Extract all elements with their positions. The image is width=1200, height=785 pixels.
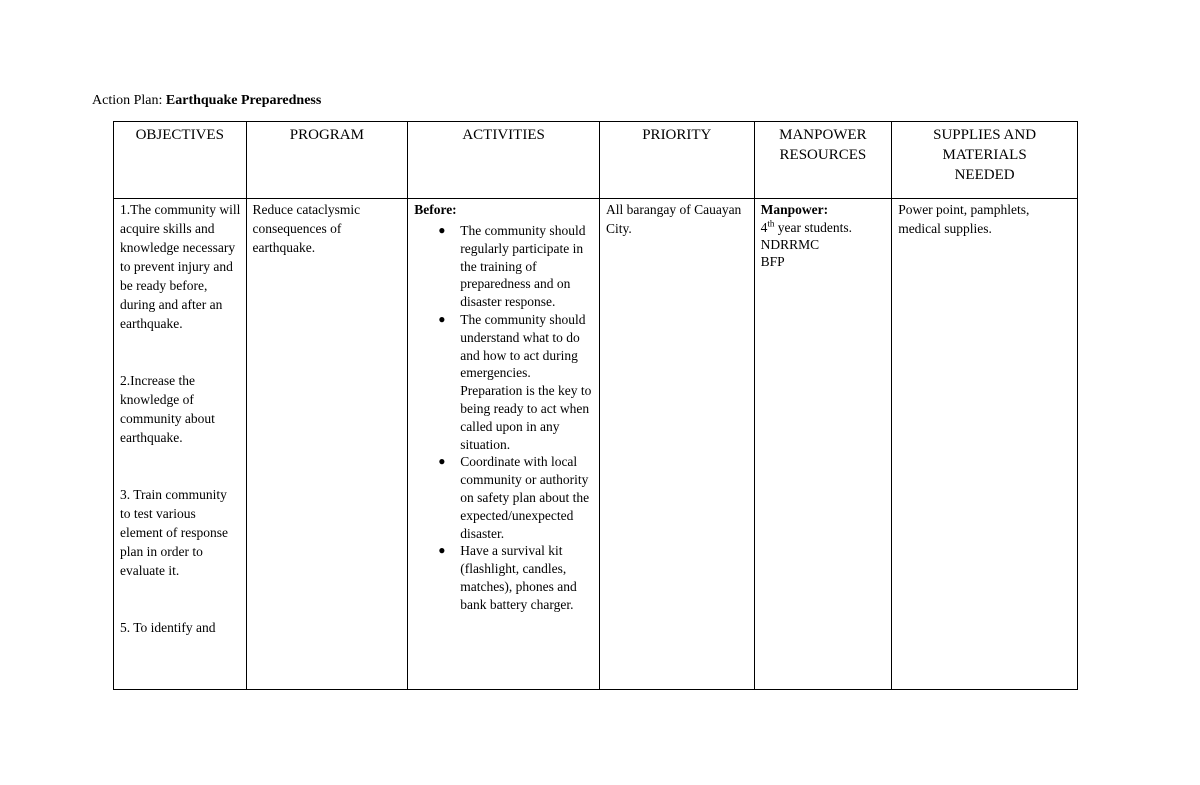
objective-item: 1.The community will acquire skills and knowledge necessary to prevent injury and be ready before, during and after an earthquake. — [120, 202, 241, 331]
cell-supplies — [892, 199, 1078, 690]
activities-list — [414, 222, 594, 614]
list-item — [438, 542, 594, 613]
header-activities — [408, 122, 600, 199]
header-priority — [599, 122, 754, 199]
manpower-year-suffix: th — [767, 218, 775, 229]
header-objectives-label: OBJECTIVES — [135, 127, 224, 143]
header-manpower-line2: RESOURCES — [779, 147, 867, 163]
list-item — [438, 222, 594, 311]
manpower-line-students — [761, 219, 887, 236]
list-item — [438, 311, 594, 453]
table-row — [114, 199, 1078, 690]
document-title — [92, 92, 321, 110]
title-topic: Earthquake Preparedness — [165, 93, 322, 108]
title-prefix: Action Plan: — [92, 93, 166, 108]
activity-text: The community should understand what to do and how to act during emergencies. Preparation is the key to being ready to act when called upon in any situation. — [460, 311, 592, 452]
manpower-year-rest: year students. — [774, 220, 852, 235]
manpower-line-bfp: BFP — [760, 254, 785, 269]
header-program-label: PROGRAM — [289, 127, 364, 143]
priority-text: All barangay of Cauayan City. — [605, 202, 742, 236]
header-supplies-line1: SUPPLIES AND — [933, 127, 1037, 143]
header-supplies — [892, 122, 1078, 199]
manpower-heading: Manpower: — [760, 202, 829, 217]
cell-objectives — [114, 199, 247, 690]
activity-text: Coordinate with local community or authority on safety plan about the expected/unexpected disaster. — [460, 454, 590, 541]
header-priority-label: PRIORITY — [642, 127, 712, 143]
cell-priority — [599, 199, 754, 690]
header-manpower — [754, 122, 892, 199]
header-program — [246, 122, 408, 199]
cell-activities — [408, 199, 600, 690]
manpower-year-number: 4 — [760, 220, 768, 235]
cell-manpower — [754, 199, 892, 690]
action-plan-table — [113, 121, 1078, 690]
bullet-icon: ● — [438, 543, 446, 558]
header-supplies-line3: NEEDED — [954, 167, 1015, 183]
header-activities-label: ACTIVITIES — [462, 127, 545, 143]
activity-text: Have a survival kit (flashlight, candles, matches), phones and bank battery charger. — [460, 543, 577, 612]
cell-program — [246, 199, 408, 690]
manpower-line-ndrrmc: NDRRMC — [760, 237, 820, 252]
objective-item: 5. To identify and — [120, 620, 216, 635]
objective-item: 2.Increase the knowledge of community about earthquake. — [120, 373, 215, 445]
bullet-icon: ● — [438, 311, 446, 326]
program-text: Reduce cataclysmic consequences of earthquake. — [252, 202, 361, 255]
list-item — [438, 453, 594, 542]
header-manpower-line1: MANPOWER — [779, 127, 867, 143]
header-objectives — [114, 122, 247, 199]
supplies-text: Power point, pamphlets, medical supplies. — [898, 202, 1030, 236]
table-header-row — [114, 122, 1078, 199]
activity-text: The community should regularly participate in the training of preparedness and on disaster response. — [460, 223, 586, 310]
bullet-icon: ● — [438, 223, 446, 237]
activities-heading: Before: — [414, 202, 457, 217]
header-supplies-line2: MATERIALS — [942, 147, 1027, 163]
objective-item: 3. Train community to test various element of response plan in order to evaluate it. — [120, 487, 228, 578]
bullet-icon: ● — [438, 454, 446, 469]
